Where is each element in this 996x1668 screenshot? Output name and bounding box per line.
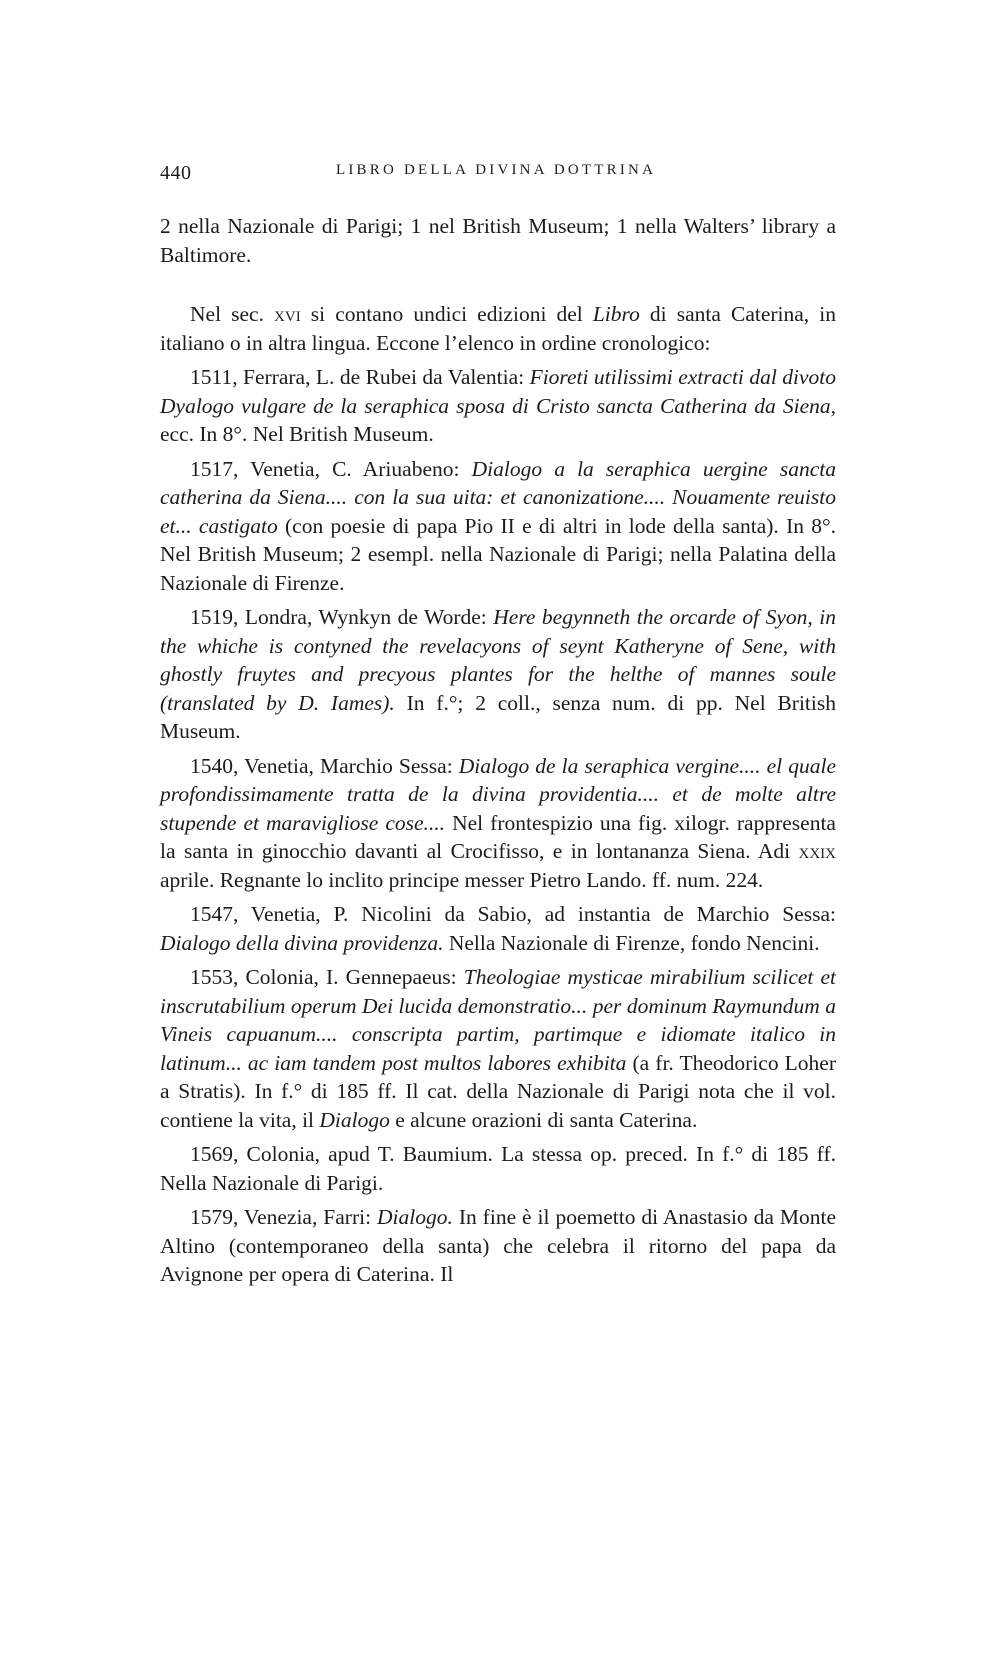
edition-entry-1547: 1547, Venetia, P. Nicolini da Sabio, ad instantia de Marchio Sessa: Dialogo della divina providenza. Nella Nazionale di Firenze, fondo Nencini. <box>160 902 836 955</box>
section-gap <box>160 269 836 300</box>
work-title: Dialogo <box>319 1107 390 1132</box>
edition-entry-1569: 1569, Colonia, apud T. Baumium. La stessa op. preced. In f.° di 185 ff. Nella Nazionale di Parigi. <box>160 1142 836 1195</box>
page-body <box>160 212 836 1289</box>
continuation-paragraph: 2 nella Nazionale di Parigi; 1 nel British Museum; 1 nella Walters’ library a Baltimore. <box>160 214 836 267</box>
edition-title: Dialogo della divina providenza. <box>160 930 444 955</box>
running-title: LIBRO DELLA DIVINA DOTTRINA <box>336 162 657 178</box>
edition-entry-1519: 1519, Londra, Wynkyn de Worde: Here begynneth the orcarde of Syon, in the whiche is contyned the revelacyons of seynt Katheryne of Sene, with ghostly fruytes and precyous plantes for the helthe of mannes soule (translated by D. Iames). In f.°; 2 coll., senza num. di pp. Nel British Museum. <box>160 605 837 743</box>
edition-entry-1511: 1511, Ferrara, L. de Rubei da Valentia: Fioreti utilissimi extracti dal divoto Dyalogo vulgare de la seraphica sposa di Cristo sancta Catherina da Siena, ecc. In 8°. Nel British Museum. <box>160 365 836 446</box>
running-head <box>160 162 836 188</box>
edition-title: Dialogo de la seraphica vergine.... el quale profondissimamente tratta de la divina providentia.... et de molte altre stupende et maravigliose cose.... <box>160 753 836 835</box>
century-numeral: xvi <box>274 302 301 326</box>
edition-entry-1517: 1517, Venetia, C. Ariuabeno: Dialogo a la seraphica uergine sancta catherina da Siena.... con la sua uita: et canonizatione.... Nouamente reuisto et... castigato (con poesie di papa Pio II e di altri in lode della santa). In 8°. Nel British Museum; 2 esempl. nella Nazionale di Parigi; nella Palatina della Nazionale di Firenze. <box>160 456 836 595</box>
edition-title: Dialogo. <box>377 1205 453 1229</box>
page-number: 440 <box>160 162 192 184</box>
edition-entry-1553: 1553, Colonia, I. Gennepaeus: Theologiae mysticae mirabilium scilicet et inscrutabilium operum Dei lucida demonstratio... per dominum Raymundum a Vineis capuanum.... conscripta partim, partimque e idiomate italico in latinum... ac iam tandem post multos labores exhibita (a fr. Theodorico Loher a Stratis). In f.° di 185 ff. Il cat. della Nazionale di Parigi nota che il vol. contiene la vita, il Dialogo e alcune orazioni di santa Caterina. <box>160 965 837 1132</box>
intro-paragraph: Nel sec. xvi si contano undici edizioni del Libro di santa Caterina, in italiano o in altra lingua. Eccone l’elenco in ordine cronologico: <box>160 302 836 355</box>
edition-title: Theologiae mysticae mirabilium scilicet et inscrutabilium operum Dei lucida demonstratio... per dominum Raymundum a Vineis capuanum.... conscripta partim, partimque e idiomate italico in latinum... ac iam tandem post multos labores exhibita <box>160 965 836 1075</box>
edition-title: Here begynneth the orcarde of Syon, in the whiche is contyned the revelacyons of seynt Katheryne of Sene, with ghostly fruytes and precyous plantes for the helthe of mannes soule (translated by D. Iames). <box>160 605 837 715</box>
edition-entry-1540: 1540, Venetia, Marchio Sessa: Dialogo de la seraphica vergine.... el quale profondissimamente tratta de la divina providentia.... et de molte altre stupende et maravigliose cose.... Nel frontespizio una fig. xilogr. rappresenta la santa in ginocchio davanti al Crocifisso, e in lontananza Siena. Adi xxix aprile. Regnante lo inclito principe messer Pietro Lando. ff. num. 224. <box>160 753 836 892</box>
edition-entry-1579: 1579, Venezia, Farri: Dialogo. In fine è il poemetto di Anastasio da Monte Altino (contemporaneo della santa) che celebra il ritorno del papa da Avignone per opera di Caterina. Il <box>160 1205 836 1286</box>
work-title: Libro <box>592 302 640 326</box>
date-numeral: xxix <box>798 839 836 863</box>
edition-title: Dialogo a la seraphica uergine sancta catherina da Siena.... con la sua uita: et canonizatione.... Nouamente reuisto et... castigato <box>160 456 836 538</box>
edition-title: Fioreti utilissimi extracti dal divoto Dyalogo vulgare de la seraphica sposa di Cristo sancta Catherina da Siena, <box>160 365 836 418</box>
